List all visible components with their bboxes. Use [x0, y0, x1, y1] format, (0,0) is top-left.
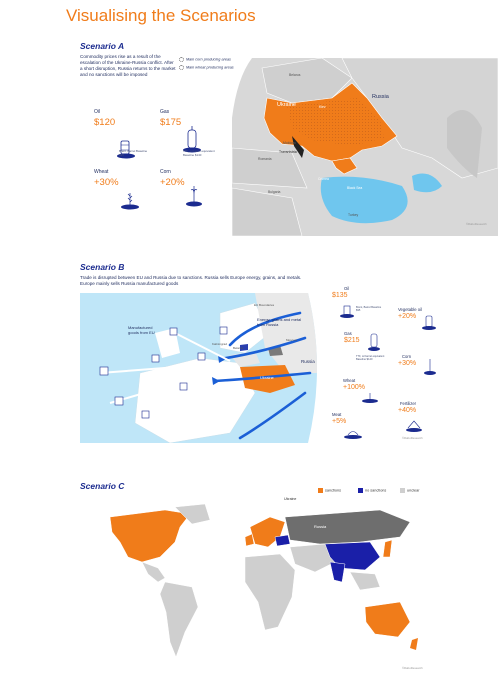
legend-corn: [179, 57, 231, 62]
corn-area-icon: [179, 57, 184, 62]
b-vegoil-value: +20%: [398, 313, 417, 320]
scenario-b-heading: Scenario B: [80, 262, 125, 272]
scenario-a-heading: Scenario A: [80, 41, 125, 51]
india-shape: [330, 562, 345, 582]
b-meat-label: Meat: [332, 412, 342, 417]
a-map-crimea: Crimea: [318, 177, 329, 181]
c-map-russia: Russia: [314, 524, 327, 529]
a-map-ukraine: Ukraine: [277, 102, 296, 108]
b-map-kaliningrad: Kaliningrad: [212, 342, 228, 346]
a-corn-value: +20%: [160, 177, 185, 188]
b-oil-note: Brent, Barrel Baseline $95: [356, 306, 382, 313]
a-map-moldova: Moldova: [283, 141, 296, 145]
legend-unclear-label: unclear: [407, 488, 420, 493]
a-wheat-label: Wheat: [94, 169, 109, 175]
b-wheat-label: Wheat: [343, 378, 356, 383]
c-map-ukraine: Ukraine: [284, 497, 297, 501]
scenario-b-description: Trade is disrupted between EU and Russia due to sanctions. Russia sells Europe energy, grains, and metals. Europe mainly sells Russia manufactured goods: [80, 275, 302, 286]
b-fertilizer-label: Fertilizer: [400, 401, 417, 406]
legend-sanctions-label: sanctions: [325, 488, 342, 493]
page-title: Visualising the Scenarios: [66, 6, 256, 25]
b-corn-value: +30%: [398, 360, 417, 367]
legend-sanctions: [318, 488, 341, 493]
b-wheat-icon: [360, 392, 380, 404]
b-gas-value: $215: [344, 337, 360, 344]
b-map-belarus: Belarus: [233, 346, 244, 350]
b-map-energy: Energy, grains and metal from Russia: [257, 317, 302, 327]
unclear-swatch: [400, 488, 405, 493]
b-map-ukraine: Ukraine: [260, 375, 274, 380]
scenario-c-heading: Scenario C: [80, 481, 125, 491]
b-corn-label: Corn: [402, 354, 412, 359]
b-oil-value: $135: [332, 292, 348, 299]
legend-wheat-label: Main wheat producing areas: [186, 65, 234, 70]
a-map-transnistria: Transnistria: [279, 150, 297, 154]
b-gas-note: TTF, oil barrel equivalent Baseline $140: [356, 355, 385, 362]
scenario-b-map: [80, 293, 326, 443]
north-america-shape: [110, 510, 190, 562]
legend-unclear: [400, 488, 419, 493]
b-corn-icon: [422, 354, 438, 376]
b-fertilizer-value: +40%: [398, 407, 417, 414]
b-oil-icon: [338, 303, 356, 319]
a-oil-note: Brent, Barrel Baseline $95: [119, 149, 148, 157]
a-oil-label: Oil: [94, 109, 101, 115]
legend-corn-label: Main corn producing areas: [186, 57, 231, 62]
a-wheat-value: +30%: [94, 177, 119, 188]
b-map-manufactured: Manufactured goods from EU: [128, 325, 155, 335]
a-map-turkey: Turkey: [348, 213, 359, 217]
a-gas-label: Gas: [160, 109, 170, 115]
a-map-bulgaria: Bulgaria: [268, 190, 281, 194]
b-wheat-value: +100%: [343, 384, 365, 391]
a-oil-value: $120: [94, 117, 116, 128]
a-credit: ©RaboResearch: [466, 222, 487, 226]
a-map-russia: Russia: [372, 94, 389, 100]
russia-shape-c: [285, 510, 410, 544]
a-gas-note: TTF, oil barrel equivalent Baseline $140: [183, 149, 215, 157]
legend-no-sanctions: [358, 488, 386, 493]
wheat-icon: [118, 188, 142, 212]
b-map-eu-boundaries: EU Boundaries: [254, 303, 275, 307]
scenario-a-map: [232, 58, 498, 236]
b-meat-value: +5%: [332, 418, 347, 425]
no-sanctions-swatch: [358, 488, 363, 493]
c-credit: ©RaboResearch: [402, 666, 423, 670]
a-corn-label: Corn: [160, 169, 171, 175]
a-map-black-sea: Black Sea: [347, 186, 363, 190]
sanctions-swatch: [318, 488, 323, 493]
fertilizer-icon: [404, 418, 424, 434]
corn-icon: [183, 180, 205, 208]
legend-no-sanctions-label: no sanctions: [365, 488, 387, 493]
australia-shape: [365, 602, 410, 637]
a-map-kiev: Kiev: [319, 105, 326, 109]
a-map-belarus: Belarus: [289, 73, 301, 77]
scenario-c-world-map: [80, 502, 420, 672]
vegetable-oil-icon: [420, 310, 438, 332]
meat-icon: [342, 428, 364, 440]
b-credit: ©RaboResearch: [402, 436, 423, 440]
a-map-romania: Romania: [258, 157, 272, 161]
b-map-moscow: Moscow: [286, 338, 298, 342]
b-vegoil-label: Vegetable oil: [398, 307, 422, 312]
b-gas-label: Gas: [344, 331, 352, 336]
scenario-a-description: Commodity prices rise as a result of the escalation of the Ukraine-Russia conflict. After a short disruption, Russia returns to the market and no sanctions will be imposed: [80, 54, 176, 77]
b-map-russia: Russia: [301, 359, 315, 364]
legend-wheat: [179, 65, 234, 70]
b-gas-icon: [366, 330, 382, 352]
a-gas-value: $175: [160, 117, 182, 128]
wheat-area-icon: [179, 65, 184, 70]
b-oil-label: Oil: [344, 286, 350, 291]
